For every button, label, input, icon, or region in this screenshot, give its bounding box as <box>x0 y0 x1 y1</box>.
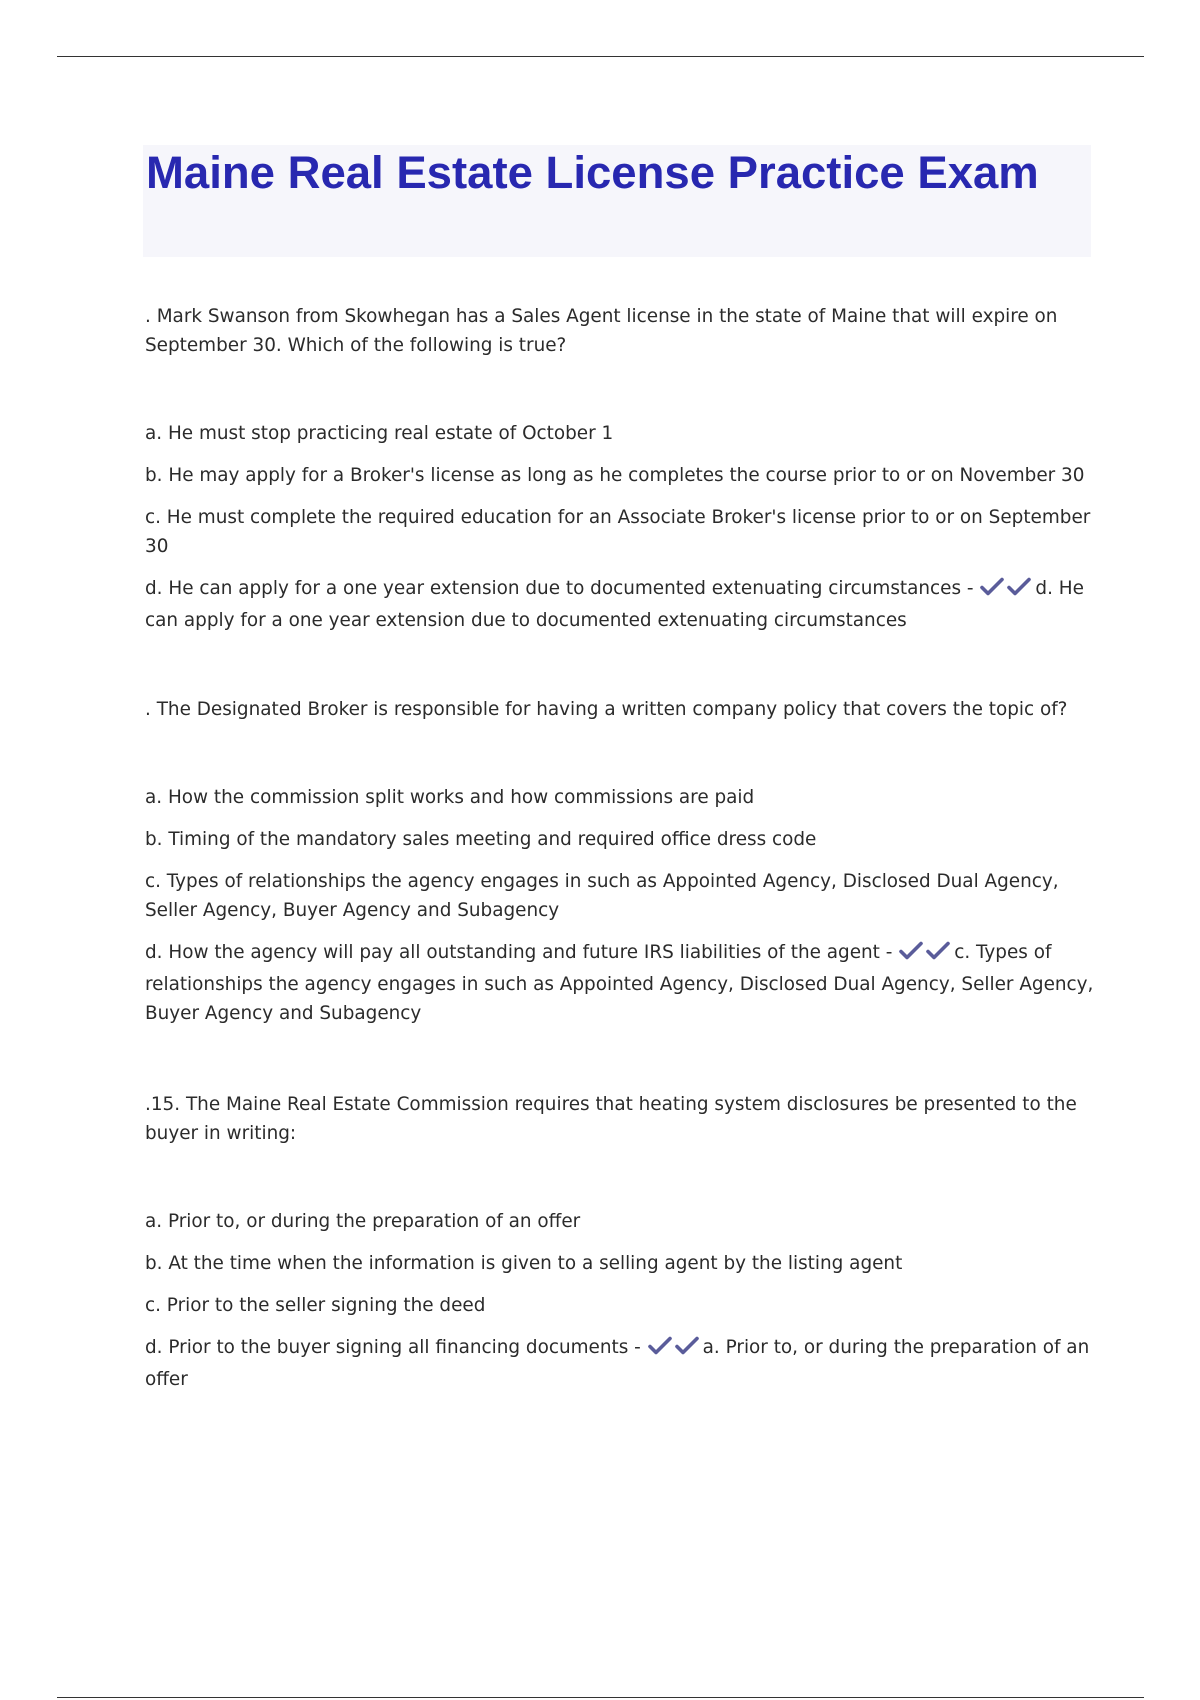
answer-option-a: a. Prior to, or during the preparation of an offer <box>145 1211 581 1232</box>
answer-option-d-with-answer <box>145 938 1095 1028</box>
answer-option-c: c. He must complete the required education for an Associate Broker's license prior to or on September 30 <box>145 507 1091 557</box>
page-title: Maine Real Estate License Practice Exam <box>146 147 1039 198</box>
question-text: . Mark Swanson from Skowhegan has a Sales Agent license in the state of Maine that will expire on September 30. Which of the following is true? <box>145 306 1058 356</box>
answer-option-c: c. Types of relationships the agency engages in such as Appointed Agency, Disclosed Dual Agency, Seller Agency, Buyer Agency and Subagency <box>145 871 1059 921</box>
checkmark-icon <box>1006 576 1033 597</box>
answer-option-c: c. Prior to the seller signing the deed <box>145 1295 486 1316</box>
answer-option-a: a. How the commission split works and how commissions are paid <box>145 787 755 808</box>
checkmark-icon <box>925 940 952 961</box>
checkmark-icon <box>979 576 1006 597</box>
double-checkmark-icon <box>647 1335 701 1365</box>
question-block <box>145 695 1095 1028</box>
correct-answer: c. Types of relationships the agency engages in such as Appointed Agency, Disclosed Dual Agency, Seller Agency, Buyer Agency and Subagency <box>145 942 1094 1024</box>
answer-option-a: a. He must stop practicing real estate of October 1 <box>145 423 614 444</box>
correct-answer: a. Prior to, or during the preparation of an offer <box>145 1337 1090 1390</box>
checkmark-icon <box>674 1335 701 1356</box>
double-checkmark-icon <box>898 940 952 970</box>
answer-option-d: d. He can apply for a one year extension due to documented extenuating circumstances - <box>145 578 974 599</box>
question-block <box>145 302 1095 635</box>
answer-option-b: b. Timing of the mandatory sales meeting and required office dress code <box>145 829 817 850</box>
checkmark-icon <box>898 940 925 961</box>
correct-answer: d. He can apply for a one year extension due to documented extenuating circumstances <box>145 578 1084 631</box>
checkmark-icon <box>647 1335 674 1356</box>
answer-option-b: b. He may apply for a Broker's license as long as he completes the course prior to or on November 30 <box>145 465 1085 486</box>
header-rule <box>57 56 1144 57</box>
answer-option-d-with-answer <box>145 574 1095 635</box>
answer-option-b: b. At the time when the information is given to a selling agent by the listing agent <box>145 1253 903 1274</box>
title-banner <box>143 145 1091 257</box>
question-block <box>145 1090 1095 1394</box>
question-text: .15. The Maine Real Estate Commission requires that heating system disclosures be presented to the buyer in writing: <box>145 1094 1077 1144</box>
question-text: . The Designated Broker is responsible for having a written company policy that covers the topic of? <box>145 699 1068 720</box>
answer-option-d: d. Prior to the buyer signing all financing documents - <box>145 1337 641 1358</box>
answer-option-d-with-answer <box>145 1333 1095 1394</box>
double-checkmark-icon <box>979 576 1033 606</box>
answer-option-d: d. How the agency will pay all outstanding and future IRS liabilities of the agent - <box>145 942 893 963</box>
question-list <box>145 302 1095 1454</box>
footer-rule <box>57 1697 1144 1698</box>
